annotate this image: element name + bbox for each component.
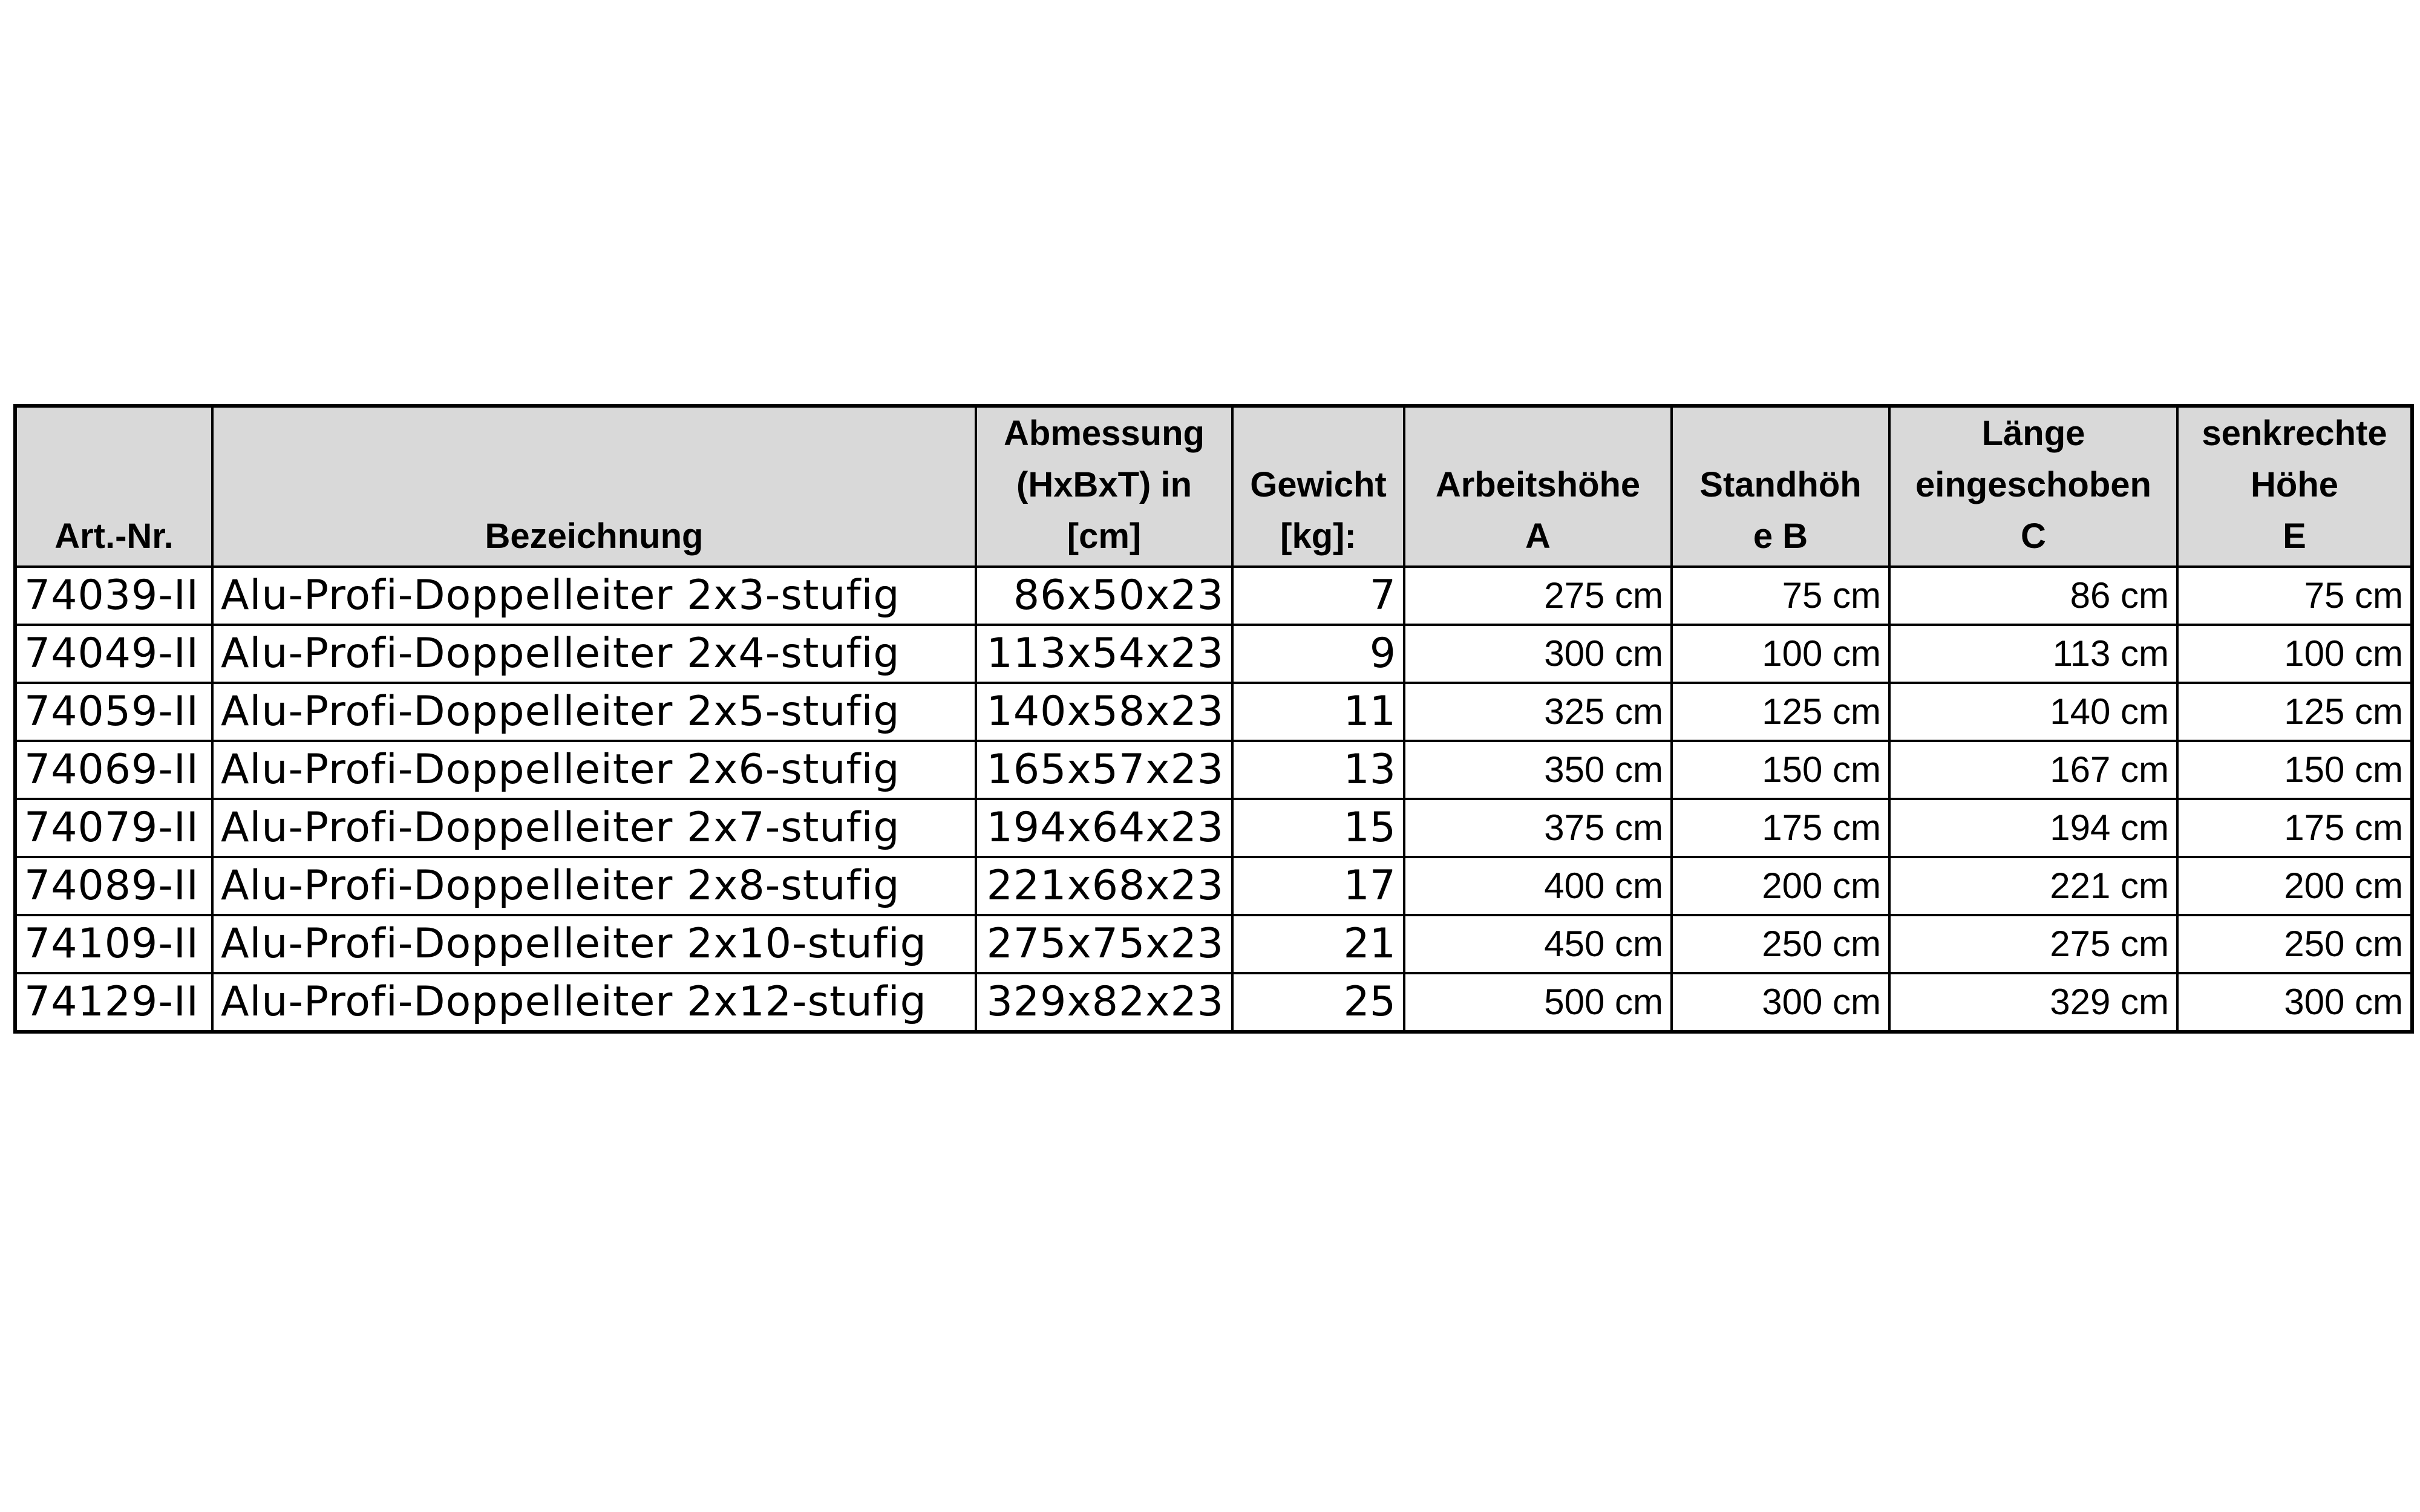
cell-bezeichnung: Alu-Profi-Doppelleiter 2x5-stufig [212,683,976,741]
cell-laenge-eingeschoben: 167 cm [1889,741,2177,799]
cell-arbeitshoehe: 325 cm [1404,683,1672,741]
cell-bezeichnung: Alu-Profi-Doppelleiter 2x8-stufig [212,857,976,915]
cell-art-nr: 74059-II [15,683,212,741]
cell-senkrechte-hoehe: 150 cm [2177,741,2412,799]
header-line: Bezeichnung [485,516,704,556]
cell-laenge-eingeschoben: 140 cm [1889,683,2177,741]
cell-abmessung: 86x50x23 [976,567,1232,625]
header-bezeichnung [212,406,976,567]
table-row [15,683,2412,741]
cell-arbeitshoehe: 375 cm [1404,799,1672,857]
cell-art-nr: 74079-II [15,799,212,857]
header-senkrechte-hoehe [2177,406,2412,567]
header-art-nr [15,406,212,567]
cell-art-nr: 74109-II [15,915,212,973]
table-row [15,857,2412,915]
header-gewicht [1232,406,1404,567]
cell-gewicht: 13 [1232,741,1404,799]
cell-art-nr: 74069-II [15,741,212,799]
cell-arbeitshoehe: 400 cm [1404,857,1672,915]
cell-standhoehe: 250 cm [1672,915,1889,973]
cell-arbeitshoehe: 275 cm [1404,567,1672,625]
header-line: Länge [1981,414,2085,453]
cell-laenge-eingeschoben: 113 cm [1889,625,2177,683]
header-laenge-eingeschoben [1889,406,2177,567]
cell-arbeitshoehe: 500 cm [1404,973,1672,1032]
header-line: Abmessung [1004,414,1205,453]
cell-standhoehe: 125 cm [1672,683,1889,741]
table-row [15,973,2412,1032]
cell-bezeichnung: Alu-Profi-Doppelleiter 2x4-stufig [212,625,976,683]
cell-abmessung: 165x57x23 [976,741,1232,799]
cell-senkrechte-hoehe: 250 cm [2177,915,2412,973]
cell-standhoehe: 100 cm [1672,625,1889,683]
header-line: Arbeitshöhe [1435,465,1641,504]
cell-arbeitshoehe: 350 cm [1404,741,1672,799]
header-line: e B [1753,516,1808,556]
table-body [15,567,2412,1032]
cell-art-nr: 74129-II [15,973,212,1032]
cell-arbeitshoehe: 300 cm [1404,625,1672,683]
header-line: senkrechte [2202,414,2387,453]
table-row [15,567,2412,625]
cell-laenge-eingeschoben: 329 cm [1889,973,2177,1032]
cell-senkrechte-hoehe: 75 cm [2177,567,2412,625]
cell-bezeichnung: Alu-Profi-Doppelleiter 2x10-stufig [212,915,976,973]
cell-gewicht: 15 [1232,799,1404,857]
cell-bezeichnung: Alu-Profi-Doppelleiter 2x7-stufig [212,799,976,857]
header-arbeitshoehe [1404,406,1672,567]
cell-senkrechte-hoehe: 125 cm [2177,683,2412,741]
table-row [15,799,2412,857]
table-row [15,741,2412,799]
cell-senkrechte-hoehe: 300 cm [2177,973,2412,1032]
cell-gewicht: 11 [1232,683,1404,741]
cell-gewicht: 21 [1232,915,1404,973]
cell-senkrechte-hoehe: 100 cm [2177,625,2412,683]
header-line: Art.-Nr. [54,516,174,556]
cell-abmessung: 113x54x23 [976,625,1232,683]
header-abmessung [976,406,1232,567]
table-row [15,625,2412,683]
header-row [15,406,2412,567]
cell-gewicht: 17 [1232,857,1404,915]
cell-standhoehe: 300 cm [1672,973,1889,1032]
cell-arbeitshoehe: 450 cm [1404,915,1672,973]
header-line: [cm] [1067,516,1142,556]
header-line: C [2021,516,2046,556]
header-line: E [2283,516,2306,556]
cell-gewicht: 7 [1232,567,1404,625]
cell-standhoehe: 200 cm [1672,857,1889,915]
cell-standhoehe: 175 cm [1672,799,1889,857]
header-line: [kg]: [1280,516,1356,556]
cell-gewicht: 25 [1232,973,1404,1032]
cell-abmessung: 275x75x23 [976,915,1232,973]
cell-standhoehe: 75 cm [1672,567,1889,625]
cell-bezeichnung: Alu-Profi-Doppelleiter 2x3-stufig [212,567,976,625]
spec-sheet [13,404,2410,1034]
cell-abmessung: 329x82x23 [976,973,1232,1032]
cell-bezeichnung: Alu-Profi-Doppelleiter 2x12-stufig [212,973,976,1032]
cell-laenge-eingeschoben: 86 cm [1889,567,2177,625]
cell-abmessung: 194x64x23 [976,799,1232,857]
header-standhoehe [1672,406,1889,567]
cell-bezeichnung: Alu-Profi-Doppelleiter 2x6-stufig [212,741,976,799]
header-line: Standhöh [1699,465,1862,504]
header-line: (HxBxT) in [1016,465,1192,504]
cell-abmessung: 221x68x23 [976,857,1232,915]
table-row [15,915,2412,973]
cell-laenge-eingeschoben: 221 cm [1889,857,2177,915]
cell-gewicht: 9 [1232,625,1404,683]
cell-laenge-eingeschoben: 275 cm [1889,915,2177,973]
header-line: Höhe [2251,465,2338,504]
cell-abmessung: 140x58x23 [976,683,1232,741]
table-header [15,406,2412,567]
header-line: Gewicht [1250,465,1387,504]
product-spec-table [13,404,2414,1034]
cell-art-nr: 74049-II [15,625,212,683]
header-line: A [1525,516,1551,556]
cell-art-nr: 74089-II [15,857,212,915]
cell-senkrechte-hoehe: 200 cm [2177,857,2412,915]
cell-senkrechte-hoehe: 175 cm [2177,799,2412,857]
cell-standhoehe: 150 cm [1672,741,1889,799]
cell-laenge-eingeschoben: 194 cm [1889,799,2177,857]
header-line: eingeschoben [1915,465,2151,504]
cell-art-nr: 74039-II [15,567,212,625]
